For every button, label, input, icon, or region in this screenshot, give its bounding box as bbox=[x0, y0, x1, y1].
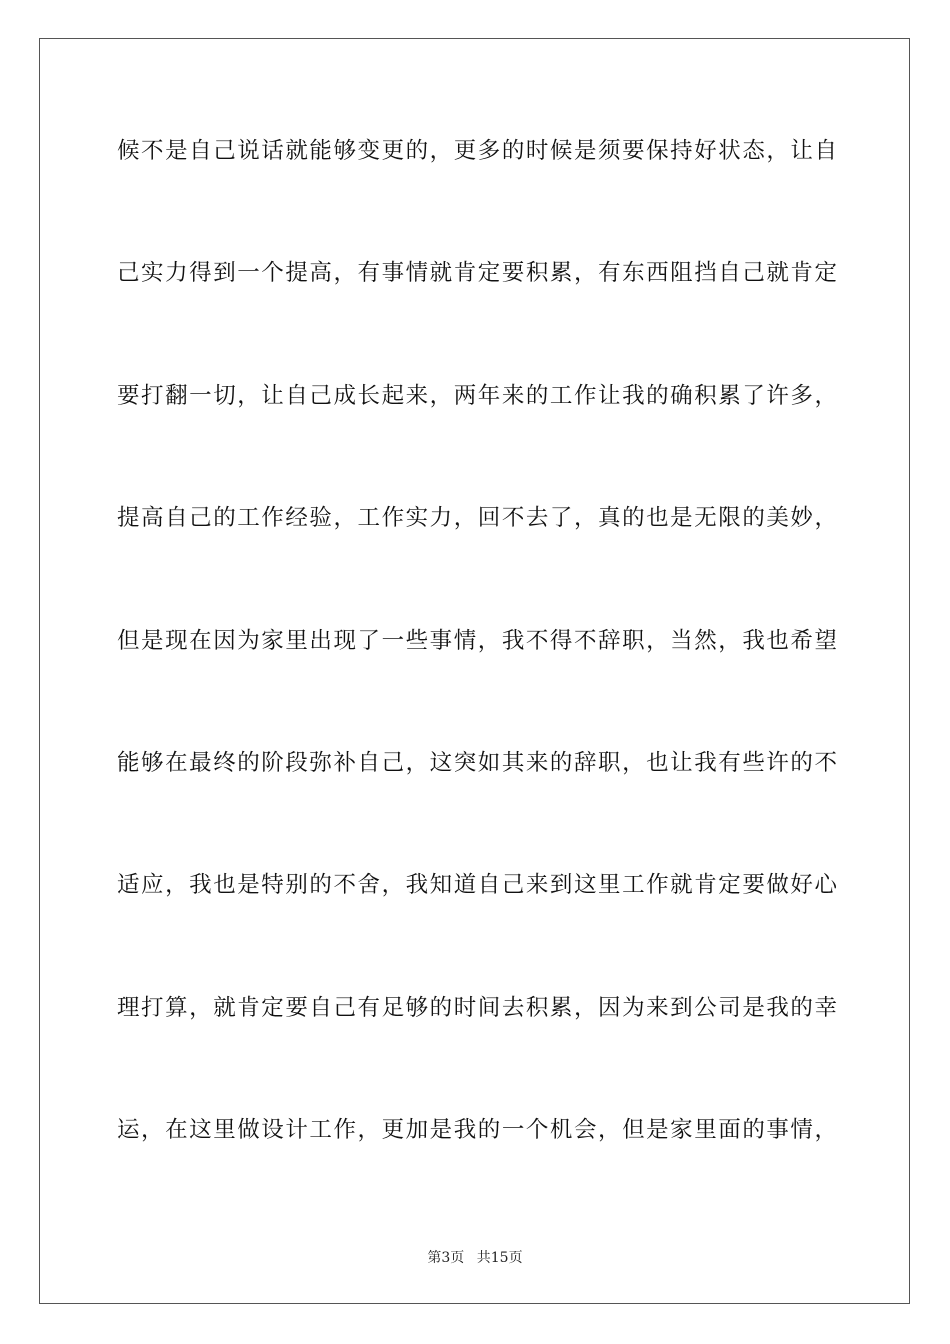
text-line: 候不是自己说话就能够变更的，更多的时候是须要保持好状态，让自 bbox=[117, 138, 837, 164]
text-line: 但是现在因为家里出现了一些事情，我不得不辞职，当然，我也希望 bbox=[117, 627, 837, 654]
text-line: 运，在这里做设计工作，更加是我的一个机会，但是家里面的事情， bbox=[117, 1117, 837, 1144]
text-line: 要打翻一切，让自己成长起来，两年来的工作让我的确积累了许多， bbox=[117, 382, 837, 409]
page-number: 第3页 bbox=[427, 1250, 465, 1266]
text-line: 适应，我也是特别的不舍，我知道自己来到这里工作就肯定要做好心 bbox=[117, 872, 837, 899]
document-body bbox=[117, 124, 837, 1226]
text-line: 能够在最终的阶段弥补自己，这突如其来的辞职，也让我有些许的不 bbox=[117, 749, 837, 776]
page-footer bbox=[0, 1247, 950, 1267]
text-line: 提高自己的工作经验，工作实力，回不去了，真的也是无限的美妙， bbox=[117, 505, 837, 532]
text-line: 理打算，就肯定要自己有足够的时间去积累，因为来到公司是我的幸 bbox=[117, 994, 837, 1021]
text-line: 己实力得到一个提高，有事情就肯定要积累，有东西阻挡自己就肯定 bbox=[117, 260, 837, 287]
page-total: 共15页 bbox=[476, 1250, 523, 1266]
